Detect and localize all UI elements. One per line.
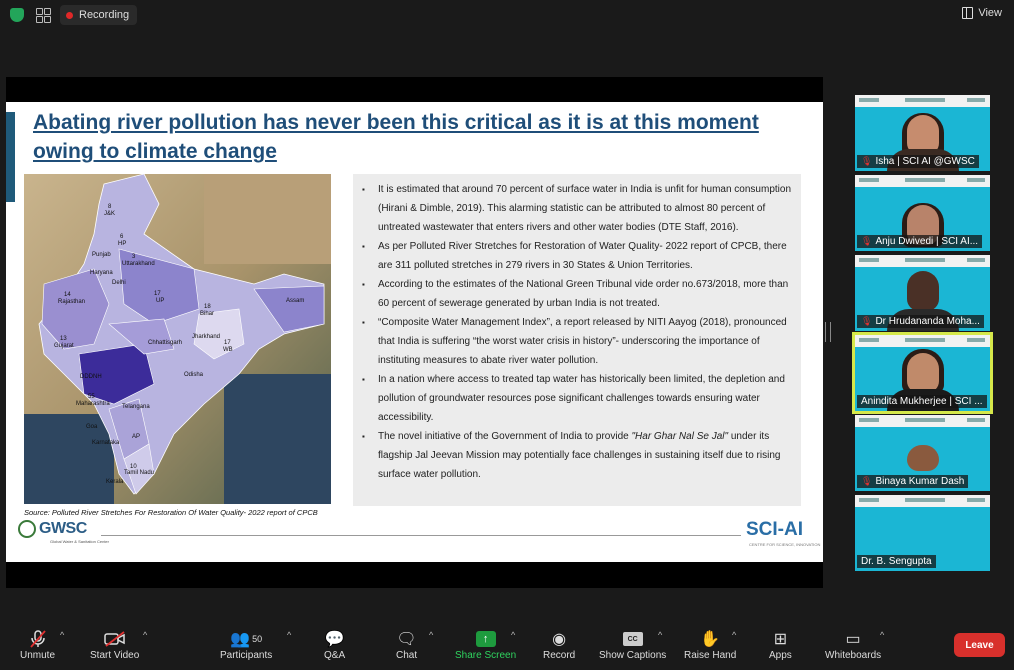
audio-options-caret-icon[interactable]: ^ xyxy=(60,630,65,640)
chat-caret-icon[interactable]: ^ xyxy=(429,630,434,640)
muted-mic-icon: 🎙 xyxy=(861,236,873,246)
bullet-list xyxy=(353,174,801,484)
map-label: Jharkhand xyxy=(192,334,221,340)
map-label: Haryana xyxy=(90,270,113,276)
qa-label: Q&A xyxy=(324,650,346,661)
qa-button[interactable] xyxy=(324,628,345,661)
participant-name-tag xyxy=(857,395,987,408)
participant-tile[interactable] xyxy=(855,415,990,491)
participant-name: Anju Dwivedi | SCI AI... xyxy=(875,236,979,247)
gwsc-logo xyxy=(18,520,109,544)
captions-icon xyxy=(623,628,643,650)
map-label: Punjab xyxy=(92,252,111,258)
participant-name: Isha | SCI AI @GWSC xyxy=(875,156,975,167)
participant-name-tag xyxy=(857,475,968,488)
gwsc-emblem-icon xyxy=(18,520,36,538)
meeting-topbar xyxy=(0,0,1014,30)
muted-mic-icon: 🎙 xyxy=(861,156,873,166)
view-layout-icon xyxy=(962,7,973,19)
cc-label: CC xyxy=(623,632,643,646)
sciai-logo-subtext: CENTRE FOR SCIENCE, INNOVATION xyxy=(749,542,821,547)
apps-icon: ⊞ xyxy=(773,631,788,648)
chat-icon: 🗨 xyxy=(396,631,417,648)
participant-face xyxy=(907,353,939,393)
bullet-emphasis: "Har Ghar Nal Se Jal" xyxy=(631,431,729,442)
map-label: DDDNH xyxy=(80,374,102,380)
gwsc-logo-text: GWSC xyxy=(39,520,87,537)
apps-button[interactable] xyxy=(769,628,792,661)
bullet-panel xyxy=(353,174,801,506)
muted-microphone-icon xyxy=(30,628,46,650)
whiteboards-label: Whiteboards xyxy=(825,650,882,661)
bullet-item: ▪ It is estimated that around 70 percent of surface water in India is unfit for human consumption (Hirani & Dimble, 2019). This alarming statistic can be attributed to almost 80 percent of untreated wastewater that enters rivers and other water bodies (DTE Staff, 2016). xyxy=(362,180,793,237)
bullet-item xyxy=(362,427,793,484)
map-label: UP xyxy=(156,298,165,304)
participant-tile[interactable] xyxy=(855,95,990,171)
map-label: 10 xyxy=(130,464,137,470)
sciai-logo: SCI-AI xyxy=(746,519,803,540)
map-label: 17 xyxy=(154,291,161,297)
participants-count: 50 xyxy=(252,634,263,644)
map-source-caption: Source: Polluted River Stretches For Restoration Of Water Quality- 2022 report of CPCB xyxy=(24,508,318,517)
record-icon: ◉ xyxy=(552,631,567,648)
encryption-shield-icon[interactable] xyxy=(10,8,24,22)
map-label: WB xyxy=(223,347,233,353)
raise-hand-icon: ✋ xyxy=(700,631,721,648)
map-label: 6 xyxy=(120,234,124,240)
participants-caret-icon[interactable]: ^ xyxy=(287,630,292,640)
participants-icon: 👥 50 xyxy=(230,631,263,648)
map-label: HP xyxy=(118,241,127,247)
map-label: 8 xyxy=(108,204,112,210)
whiteboards-caret-icon[interactable]: ^ xyxy=(880,630,885,640)
panel-resize-handle[interactable] xyxy=(825,322,831,342)
map-label: Odisha xyxy=(184,372,204,378)
map-label: Kerala xyxy=(106,479,124,485)
map-label: Karnataka xyxy=(92,440,120,446)
raise-hand-button[interactable] xyxy=(684,628,736,661)
participants-button[interactable] xyxy=(220,628,272,661)
map-label: Rajasthan xyxy=(58,299,86,305)
meeting-toolbar xyxy=(0,622,1014,670)
map-label: Goa xyxy=(86,424,98,430)
start-video-label: Start Video xyxy=(90,650,140,661)
show-captions-label: Show Captions xyxy=(599,650,667,661)
captions-caret-icon[interactable]: ^ xyxy=(658,630,663,640)
tile-banner xyxy=(855,255,990,267)
participant-name-tag xyxy=(857,235,982,248)
record-button[interactable] xyxy=(543,628,575,661)
chat-button[interactable] xyxy=(396,628,417,661)
participant-name: Anindita Mukherjee | SCI ... xyxy=(861,396,983,407)
participant-name: Dr Hrudananda Moha... xyxy=(875,316,980,327)
participant-face xyxy=(907,445,939,471)
map-label: Gujarat xyxy=(54,343,74,349)
bullet-item: ▪ As per Polluted River Stretches for Restoration of Water Quality- 2022 report of CPCB, there are 311 polluted stretches in 279 rivers in 30 States & Union Territories. xyxy=(362,237,793,275)
tile-banner xyxy=(855,175,990,187)
video-options-caret-icon[interactable]: ^ xyxy=(143,630,148,640)
map-label: 13 xyxy=(60,336,67,342)
recording-dot-icon xyxy=(66,12,73,19)
unmute-label: Unmute xyxy=(20,650,56,661)
unmute-button[interactable] xyxy=(20,628,55,661)
apps-label: Apps xyxy=(769,650,792,661)
recording-indicator[interactable] xyxy=(60,5,137,25)
reactions-caret-icon[interactable]: ^ xyxy=(732,630,737,640)
map-label: 3 xyxy=(132,254,136,260)
muted-mic-icon: 🎙 xyxy=(861,476,873,486)
meeting-info-grid-icon[interactable] xyxy=(36,8,50,22)
map-label: Uttarakhand xyxy=(122,261,155,267)
participants-label: Participants xyxy=(220,650,273,661)
map-label: 14 xyxy=(64,292,71,298)
map-label: 17 xyxy=(224,340,231,346)
share-caret-icon[interactable]: ^ xyxy=(511,630,516,640)
view-label: View xyxy=(978,7,1002,19)
participant-tile[interactable] xyxy=(855,175,990,251)
bullet-item: ▪ According to the estimates of the National Green Tribunal vide order no.673/2018, more than 60 percent of sewerage generated by urban India is not treated. xyxy=(362,275,793,313)
india-river-pollution-map xyxy=(24,174,331,504)
participant-name-tag xyxy=(857,155,979,168)
recording-label: Recording xyxy=(79,9,130,21)
record-label: Record xyxy=(543,650,576,661)
map-label: Telangana xyxy=(122,404,150,410)
qa-icon: 💬 xyxy=(324,631,345,648)
map-label: 18 xyxy=(204,304,211,310)
share-screen-icon: ↑ xyxy=(476,628,496,650)
participant-name-tag xyxy=(857,315,984,328)
whiteboards-button[interactable] xyxy=(825,628,881,661)
bullet-text: under its flagship Jal Jeevan Mission may potentially face challenges in sustaining itself due to rising surface water pollution. xyxy=(378,431,781,480)
video-off-icon xyxy=(104,628,126,650)
gwsc-logo-subtext: Global Water & Sanitation Center xyxy=(50,539,109,544)
shared-screen xyxy=(6,77,823,588)
show-captions-button[interactable] xyxy=(599,628,666,661)
participant-name: Dr. B. Sengupta xyxy=(861,556,932,567)
presentation-slide xyxy=(6,102,823,562)
whiteboard-icon: ▭ xyxy=(845,631,861,648)
map-label: 55 xyxy=(88,394,95,400)
muted-mic-icon: 🎙 xyxy=(861,316,873,326)
slide-accent-bar xyxy=(6,112,15,202)
bullet-item: ▪ “Composite Water Management Index”, a report released by NITI Aayog (2018), pronounced that India is suffering “the worst water crisis in history”- underscoring the importance of instituting measures to abate river water pollution. xyxy=(362,313,793,370)
map-label: Tamil Nadu xyxy=(124,470,155,476)
participant-tile[interactable] xyxy=(855,255,990,331)
share-screen-label: Share Screen xyxy=(455,650,517,661)
leave-button[interactable]: Leave xyxy=(954,633,1005,657)
bullet-text: The novel initiative of the Government of India to provide xyxy=(378,431,632,442)
tile-banner xyxy=(855,335,990,347)
tile-banner xyxy=(855,495,990,507)
map-label: Delhi xyxy=(112,280,126,286)
raise-hand-label: Raise Hand xyxy=(684,650,737,661)
map-label: J&K xyxy=(104,211,116,217)
map-label: Bihar xyxy=(200,311,215,317)
map-label: Assam xyxy=(286,298,305,304)
slide-footer-divider xyxy=(101,535,741,536)
view-button[interactable] xyxy=(962,7,1002,19)
chat-label: Chat xyxy=(396,650,418,661)
tile-banner xyxy=(855,95,990,107)
active-speaker-tile[interactable] xyxy=(855,335,990,411)
participant-tile[interactable] xyxy=(855,495,990,571)
map-label: Maharashtra xyxy=(76,401,110,407)
map-graphic xyxy=(24,174,331,504)
participant-face xyxy=(907,271,939,311)
bullet-item: ▪ In a nation where access to treated tap water has historically been limited, the depletion and pollution of groundwater resources pose significant challenges towards ensuring water accessibility. xyxy=(362,370,793,427)
start-video-button[interactable] xyxy=(90,628,139,661)
map-label: Chhattisgarh xyxy=(148,340,183,346)
map-label: AP xyxy=(132,434,141,440)
tile-banner xyxy=(855,415,990,427)
participant-name: Binaya Kumar Dash xyxy=(875,476,965,487)
participant-name-tag xyxy=(857,555,936,568)
share-screen-button[interactable] xyxy=(455,628,516,661)
slide-title: Abating river pollution has never been this critical as it is at this moment owing to climate change xyxy=(33,111,759,163)
